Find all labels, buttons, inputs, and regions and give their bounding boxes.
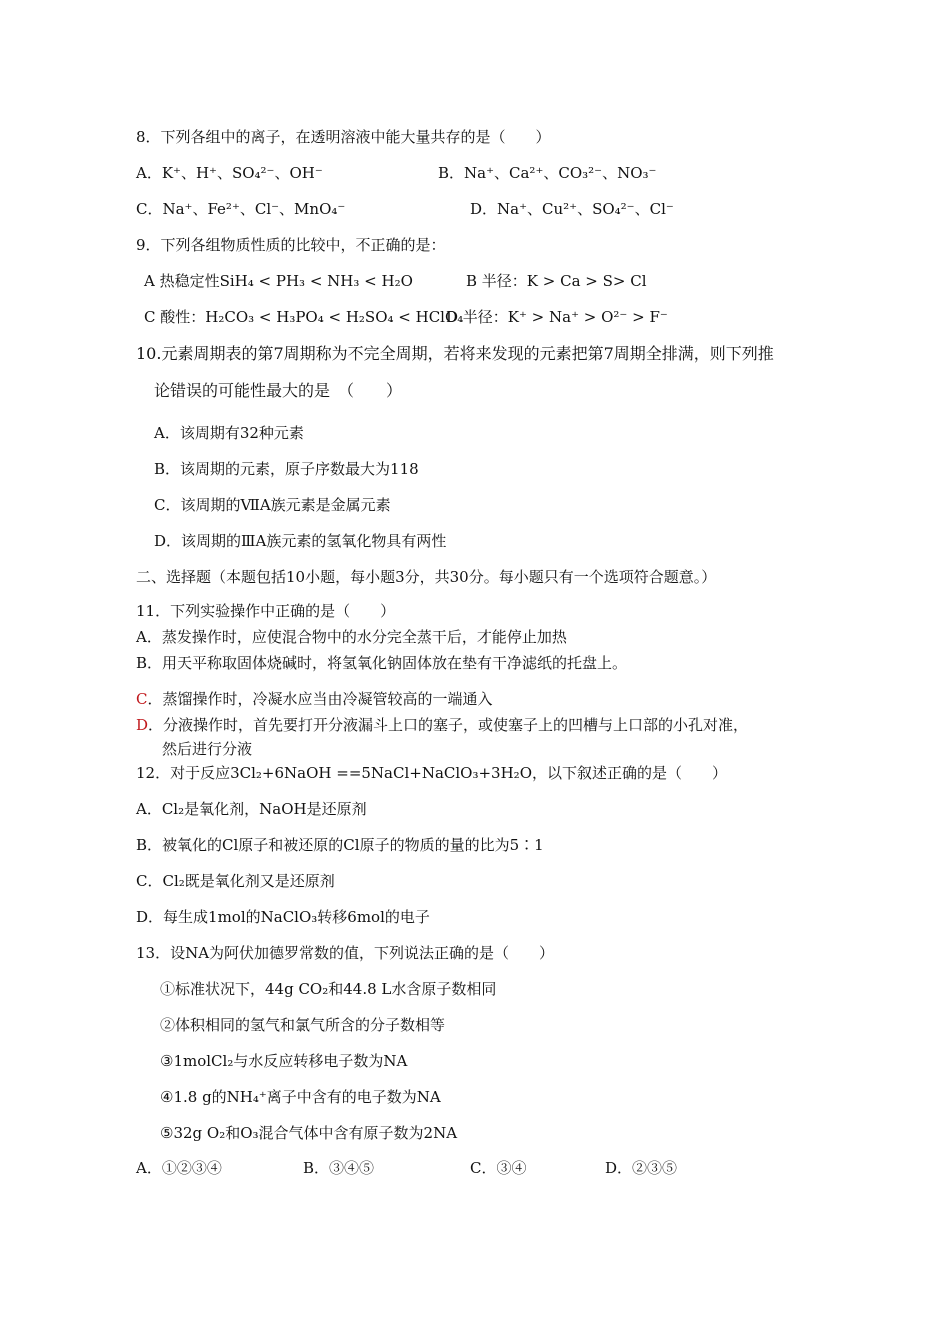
q10-option-c: C．该周期的ⅦA族元素是金属元素 <box>154 496 391 514</box>
q13-statement-2: ②体积相同的氢气和氯气所含的分子数相等 <box>160 1016 446 1034</box>
q8-stem: 8．下列各组中的离子，在透明溶液中能大量共存的是（ ） <box>136 128 551 146</box>
q13-statement-1: ①标准状况下，44g CO₂和44.8 L水含原子数相同 <box>160 980 497 998</box>
q13-statement-3: ③1molCl₂与水反应转移电子数为NA <box>160 1052 408 1070</box>
q10-option-b: B．该周期的元素，原子序数最大为118 <box>154 460 419 478</box>
q11-option-d-continued: 然后进行分液 <box>162 740 253 758</box>
q13-option-d: D．②③⑤ <box>605 1159 678 1177</box>
section-2-heading: 二、选择题（本题包括10小题，每小题3分，共30分。每小题只有一个选项符合题意。） <box>136 568 717 586</box>
q13-stem: 13．设NA为阿伏加德罗常数的值，下列说法正确的是（ ） <box>136 944 555 962</box>
q8-option-a: A．K⁺、H⁺、SO₄²⁻、OH⁻ <box>136 164 323 182</box>
q13-option-b: B．③④⑤ <box>303 1159 375 1177</box>
q9-stem: 9．下列各组物质性质的比较中，不正确的是： <box>136 236 446 254</box>
q10-stem-line2: 论错误的可能性最大的是 （ ） <box>154 381 403 400</box>
q12-option-a: A．Cl₂是氧化剂，NaOH是还原剂 <box>136 800 367 818</box>
q10-option-a: A．该周期有32种元素 <box>154 424 304 442</box>
q8-option-c: C．Na⁺、Fe²⁺、Cl⁻、MnO₄⁻ <box>136 200 346 218</box>
q10-stem-line1: 10.元素周期表的第7周期称为不完全周期，若将来发现的元素把第7周期全排满，则下列推 <box>136 344 774 363</box>
q9-option-a: A 热稳定性SiH₄ < PH₃ < NH₃ < H₂O <box>144 272 413 290</box>
q11-stem: 11．下列实验操作中正确的是（ ） <box>136 602 396 620</box>
q12-option-b: B．被氧化的Cl原子和被还原的Cl原子的物质的量的比为5∶1 <box>136 836 544 854</box>
q8-option-b: B．Na⁺、Ca²⁺、CO₃²⁻、NO₃⁻ <box>438 164 657 182</box>
q11-option-b: B．用天平称取固体烧碱时，将氢氧化钠固体放在垫有干净滤纸的托盘上。 <box>136 654 628 672</box>
q11-option-c <box>136 689 493 709</box>
q11-option-d <box>136 715 748 735</box>
q10-option-d: D．该周期的ⅢA族元素的氢氧化物具有两性 <box>154 532 447 550</box>
q11-option-d-text: ．分液操作时，首先要打开分液漏斗上口的塞子，或使塞子上的凹槽与上口部的小孔对准， <box>148 716 749 734</box>
q12-stem: 12．对于反应3Cl₂+6NaOH ==5NaCl+NaClO₃+3H₂O，以下叙述正确的是（ ） <box>136 764 727 782</box>
q8-option-d: D．Na⁺、Cu²⁺、SO₄²⁻、Cl⁻ <box>470 200 674 218</box>
q11-option-a: A．蒸发操作时，应使混合物中的水分完全蒸干后，才能停止加热 <box>136 628 567 646</box>
q12-option-c: C．Cl₂既是氧化剂又是还原剂 <box>136 872 335 890</box>
q9-option-d: D 半径：K⁺ > Na⁺ > O²⁻ > F⁻ <box>446 308 668 326</box>
q11-option-d-letter: D <box>136 716 149 734</box>
q9-option-c: C 酸性：H₂CO₃ < H₃PO₄ < H₂SO₄ < HClO₄ <box>144 308 464 326</box>
q11-option-c-letter: C <box>136 690 148 708</box>
q13-option-c: C．③④ <box>470 1159 527 1177</box>
q9-option-b: B 半径：K > Ca > S> Cl <box>466 272 647 290</box>
q13-option-a: A．①②③④ <box>136 1159 222 1177</box>
q11-option-c-text: ．蒸馏操作时，冷凝水应当由冷凝管较高的一端通入 <box>147 690 493 708</box>
q13-statement-5: ⑤32g O₂和O₃混合气体中含有原子数为2NA <box>160 1124 458 1142</box>
q13-statement-4: ④1.8 g的NH₄⁺离子中含有的电子数为NA <box>160 1088 441 1106</box>
q12-option-d: D．每生成1mol的NaClO₃转移6mol的电子 <box>136 908 430 926</box>
